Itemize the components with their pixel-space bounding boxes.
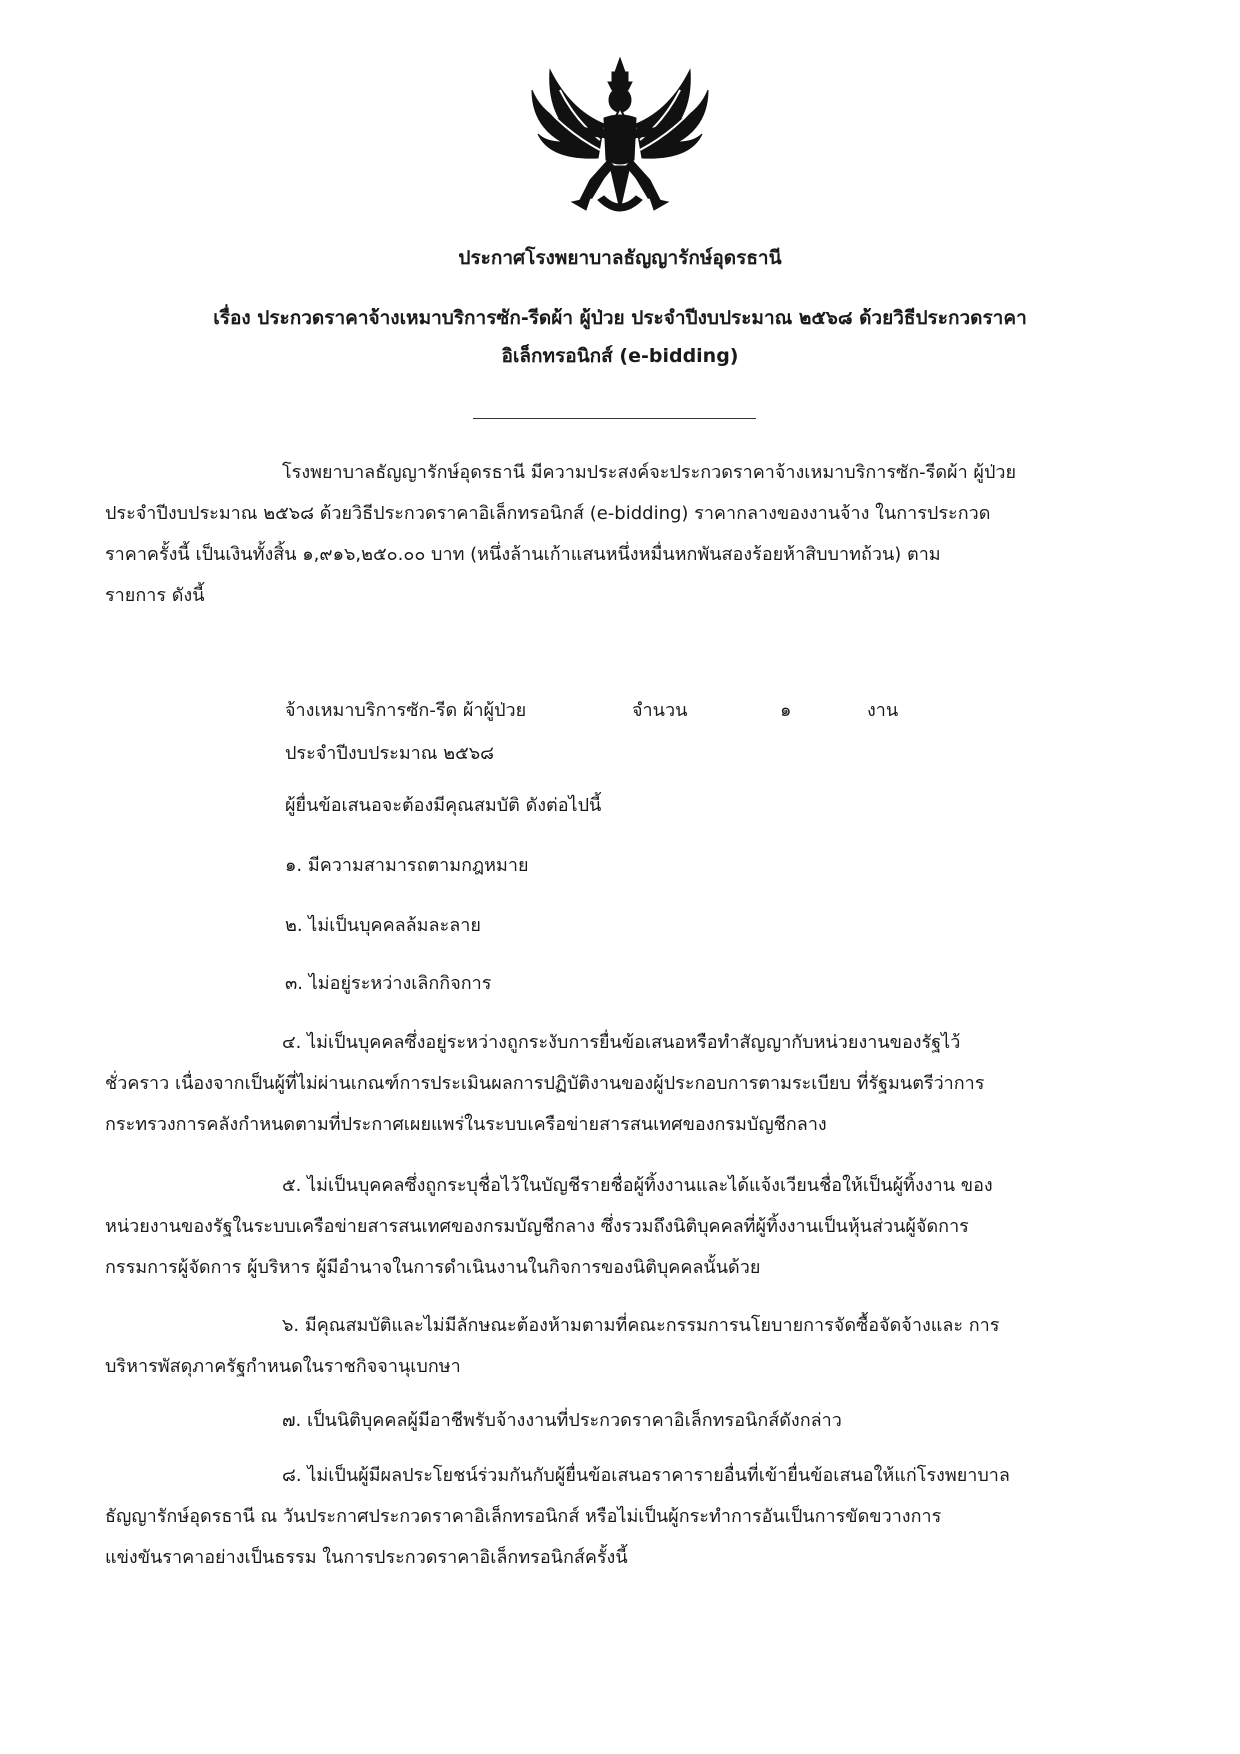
item-unit: งาน (867, 700, 899, 721)
intro-line: รายการ ดังนี้ (105, 585, 205, 606)
item-qty-label: จำนวน (632, 700, 688, 721)
intro-line: ราคาครั้งนี้ เป็นเงินทั้งสิ้น ๑,๙๑๖,๒๕๐.๐๐ บาท (หนึ่งล้านเก้าแสนหนึ่งหมื่นหกพันสองร้อยห้าสิบบาทถ้วน) ตาม (105, 544, 941, 565)
qualification-line: กรรมการผู้จัดการ ผู้บริหาร ผู้มีอำนาจในการดำเนินงานในกิจการของนิติบุคคลนั้นด้วย (105, 1257, 761, 1278)
qualification-line: บริหารพัสดุภาครัฐกำหนดในราชกิจจานุเบกษา (105, 1356, 461, 1377)
qualifications-heading: ผู้ยื่นข้อเสนอจะต้องมีคุณสมบัติ ดังต่อไปนี้ (285, 795, 602, 816)
qualification-line: กระทรวงการคลังกำหนดตามที่ประกาศเผยแพร่ในระบบเครือข่ายสารสนเทศของกรมบัญชีกลาง (105, 1114, 827, 1135)
qualification-line: ธัญญารักษ์อุดรธานี ณ วันประกาศประกวดราคาอิเล็กทรอนิกส์ หรือไม่เป็นผู้กระทำการอันเป็นการขัดขวางการ (105, 1506, 942, 1527)
qualification-1: ๑. มีความสามารถตามกฎหมาย (285, 855, 529, 876)
qualification-line: ๘. ไม่เป็นผู้มีผลประโยชน์ร่วมกันกับผู้ยื่นข้อเสนอราคารายอื่นที่เข้ายื่นข้อเสนอให้แก่โรงพยาบาล (282, 1465, 1010, 1486)
qualification-line: ๔. ไม่เป็นบุคคลซึ่งอยู่ระหว่างถูกระงับการยื่นข้อเสนอหรือทำสัญญากับหน่วยงานของรัฐไว้ (282, 1032, 961, 1053)
garuda-emblem-icon (520, 50, 720, 225)
intro-line: โรงพยาบาลธัญญารักษ์อุดรธานี มีความประสงค์จะประกวดราคาจ้างเหมาบริการซัก-รีดผ้า ผู้ป่วย (282, 462, 1017, 483)
qualification-5 (105, 1165, 1115, 1288)
qualification-line: ๕. ไม่เป็นบุคคลซึ่งถูกระบุชื่อไว้ในบัญชีรายชื่อผู้ทิ้งงานและได้แจ้งเวียนชื่อให้เป็นผู้ทิ้งงาน ของ (282, 1175, 993, 1196)
intro-line: ประจำปีงบประมาณ ๒๕๖๘ ด้วยวิธีประกวดราคาอิเล็กทรอนิกส์ (e-bidding) ราคากลางของงานจ้าง ในการประกวด (105, 503, 991, 524)
item-name-line-2: ประจำปีงบประมาณ ๒๕๖๘ (285, 743, 495, 764)
item-qty-value: ๑ (780, 700, 792, 721)
qualification-4 (105, 1022, 1115, 1145)
qualification-2: ๒. ไม่เป็นบุคคลล้มละลาย (285, 915, 481, 936)
qualification-line: หน่วยงานของรัฐในระบบเครือข่ายสารสนเทศของกรมบัญชีกลาง ซึ่งรวมถึงนิติบุคคลที่ผู้ทิ้งงานเป็นหุ้นส่วนผู้จัดการ (105, 1216, 969, 1237)
subject-line-2: อิเล็กทรอนิกส์ (e-bidding) (501, 345, 739, 367)
subject-line-1: เรื่อง ประกวดราคาจ้างเหมาบริการซัก-รีดผ้า ผู้ป่วย ประจำปีงบประมาณ ๒๕๖๘ ด้วยวิธีประกวดราคา (213, 307, 1027, 329)
qualification-6 (105, 1305, 1115, 1387)
qualification-8 (105, 1455, 1115, 1578)
announcement-title: ประกาศโรงพยาบาลธัญญารักษ์อุดรธานี (458, 247, 782, 269)
qualification-line: ๖. มีคุณสมบัติและไม่มีลักษณะต้องห้ามตามที่คณะกรรมการนโยบายการจัดซื้อจัดจ้างและ การ (282, 1315, 1000, 1336)
qualification-3: ๓. ไม่อยู่ระหว่างเลิกกิจการ (285, 973, 492, 994)
title-divider (473, 418, 756, 419)
item-name-line-1: จ้างเหมาบริการซัก-รีด ผ้าผู้ป่วย (285, 700, 527, 721)
qualification-line: แข่งขันราคาอย่างเป็นธรรม ในการประกวดราคาอิเล็กทรอนิกส์ครั้งนี้ (105, 1547, 628, 1568)
qualification-7: ๗. เป็นนิติบุคคลผู้มีอาชีพรับจ้างงานที่ประกวดราคาอิเล็กทรอนิกส์ดังกล่าว (282, 1410, 842, 1431)
qualification-line: ชั่วคราว เนื่องจากเป็นผู้ที่ไม่ผ่านเกณฑ์การประเมินผลการปฏิบัติงานของผู้ประกอบการตามระเบียบ ที่รัฐมนตรีว่าการ (105, 1073, 985, 1094)
intro-paragraph (105, 452, 1115, 616)
